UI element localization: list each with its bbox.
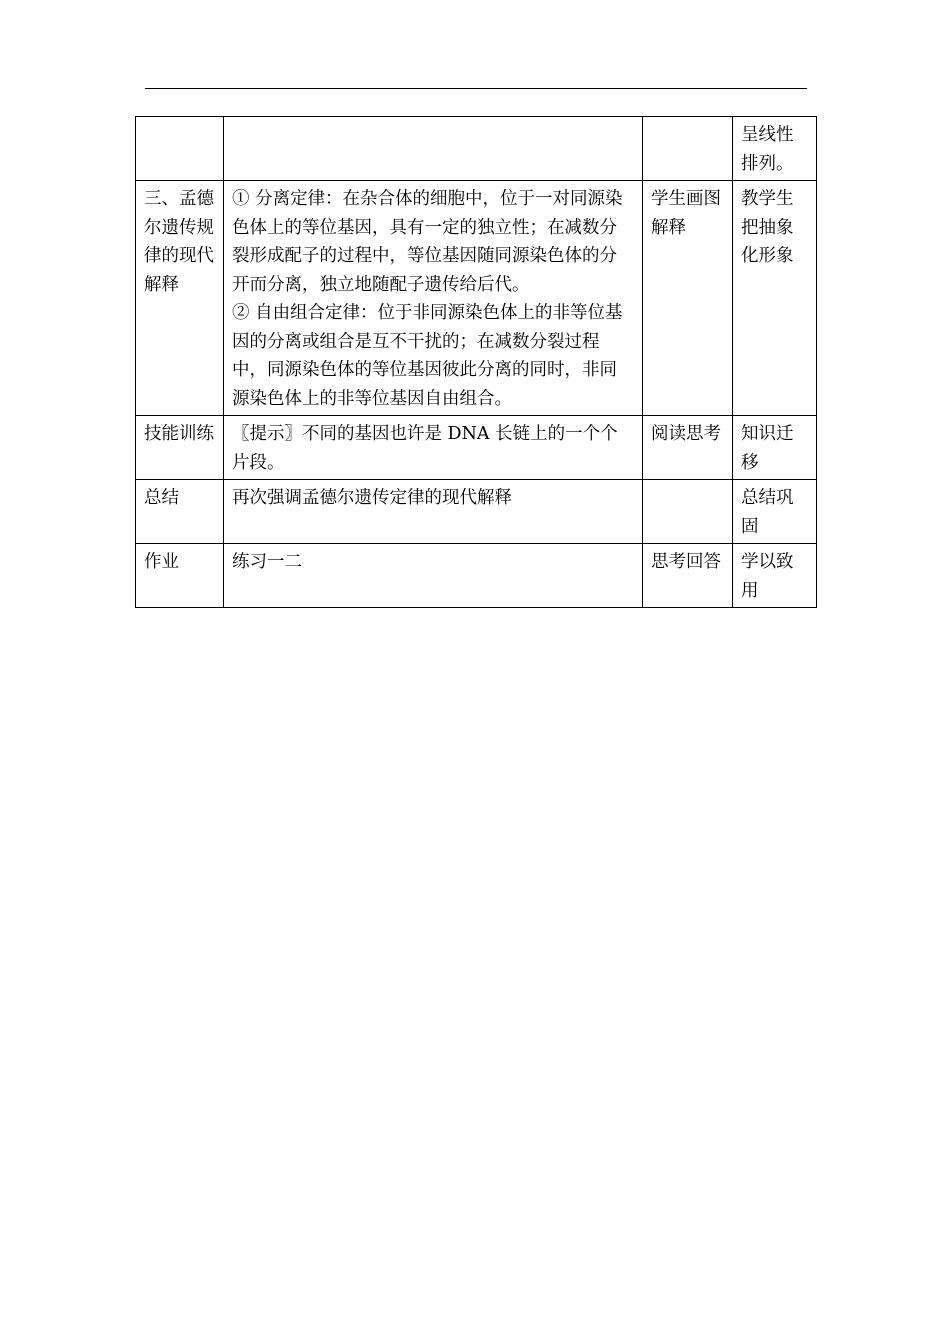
intent-cell: 呈线性排列。 xyxy=(733,117,817,181)
content-paragraph: 〖提示〗不同的基因也许是 DNA 长链上的一个个片段。 xyxy=(232,424,618,473)
topic-cell: 总结 xyxy=(136,480,224,544)
table-row xyxy=(136,544,817,608)
student-activity-cell: 思考回答 xyxy=(643,544,733,608)
content-paragraph: 练习一二 xyxy=(232,552,302,572)
lesson-plan-table xyxy=(135,116,817,608)
intent-cell: 知识迁移 xyxy=(733,416,817,480)
intent-cell: 教学生把抽象化形象 xyxy=(733,181,817,416)
table-row xyxy=(136,117,817,181)
topic-cell: 技能训练 xyxy=(136,416,224,480)
topic-cell: 三、孟德尔遗传规律的现代解释 xyxy=(136,181,224,416)
content-cell xyxy=(224,181,643,416)
content-paragraph: ② 自由组合定律：位于非同源染色体上的非等位基因的分离或组合是互不干扰的；在减数分裂过程中，同源染色体的等位基因彼此分离的同时，非同源染色体上的非等位基因自由组合。 xyxy=(232,303,623,409)
header-rule xyxy=(145,88,807,89)
topic-cell xyxy=(136,117,224,181)
table-row xyxy=(136,480,817,544)
content-cell xyxy=(224,544,643,608)
intent-cell: 学以致用 xyxy=(733,544,817,608)
student-activity-cell xyxy=(643,480,733,544)
table-row xyxy=(136,181,817,416)
topic-cell: 作业 xyxy=(136,544,224,608)
content-cell xyxy=(224,416,643,480)
content-cell xyxy=(224,117,643,181)
student-activity-cell: 学生画图解释 xyxy=(643,181,733,416)
content-paragraph: 再次强调孟德尔遗传定律的现代解释 xyxy=(232,488,512,508)
content-paragraph: ① 分离定律：在杂合体的细胞中，位于一对同源染色体上的等位基因，具有一定的独立性；在减数分裂形成配子的过程中，等位基因随同源染色体的分开而分离，独立地随配子遗传给后代。 xyxy=(232,189,623,295)
student-activity-cell: 阅读思考 xyxy=(643,416,733,480)
table-row xyxy=(136,416,817,480)
student-activity-cell xyxy=(643,117,733,181)
intent-cell: 总结巩固 xyxy=(733,480,817,544)
content-cell xyxy=(224,480,643,544)
